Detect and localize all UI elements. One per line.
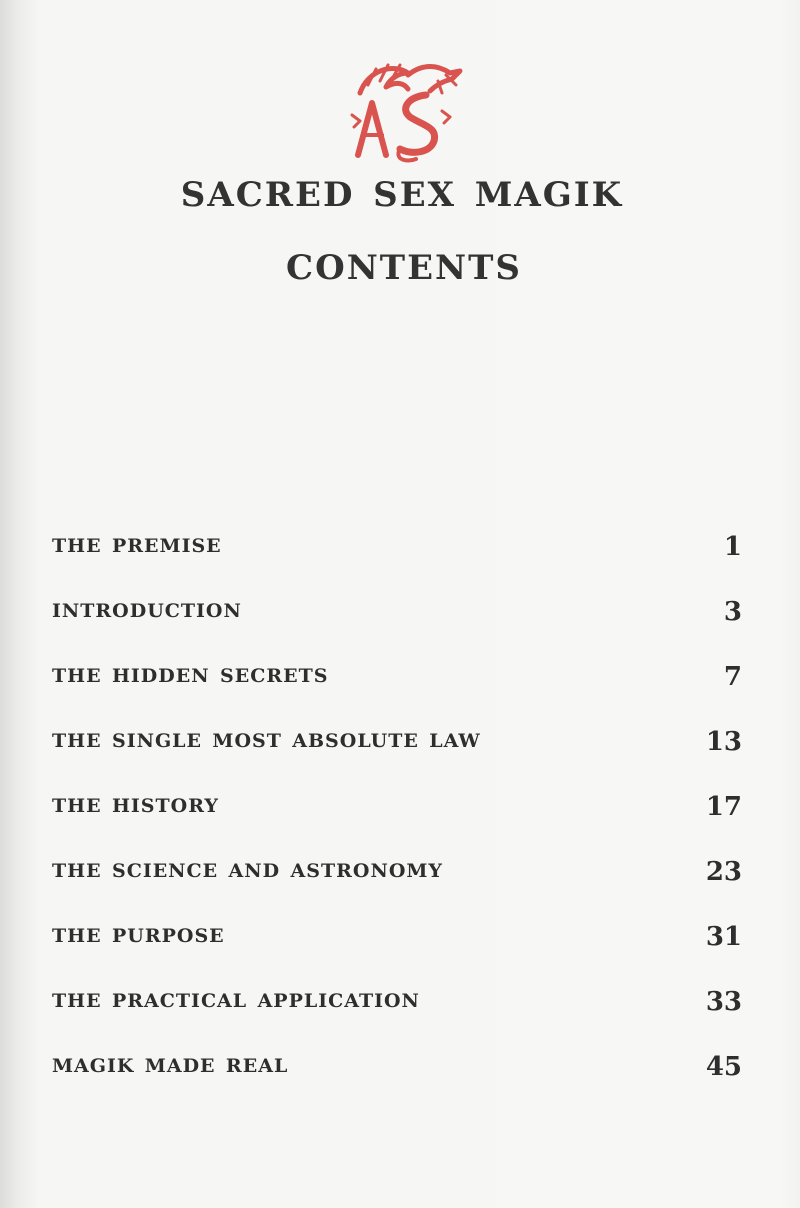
table-of-contents xyxy=(52,528,742,1113)
toc-entry-title: the hidden secrets xyxy=(52,658,329,689)
toc-entry-title: the science and astronomy xyxy=(52,853,443,884)
toc-entry-title: introduction xyxy=(52,593,242,624)
book-title: sacred sex magik xyxy=(180,162,624,218)
toc-entry xyxy=(52,918,742,983)
toc-entry-title: the purpose xyxy=(52,918,225,949)
toc-entry-page: 31 xyxy=(705,922,742,952)
toc-entry-page: 13 xyxy=(705,727,742,757)
toc-entry xyxy=(52,788,742,853)
toc-entry-page: 33 xyxy=(705,987,742,1017)
toc-entry-title: magik made real xyxy=(52,1048,289,1079)
toc-entry xyxy=(52,658,742,723)
toc-entry xyxy=(52,723,742,788)
toc-entry xyxy=(52,593,742,658)
red-dragon-monogram-icon xyxy=(338,55,468,165)
toc-entry xyxy=(52,853,742,918)
toc-entry xyxy=(52,1048,742,1113)
toc-entry-page: 45 xyxy=(705,1052,742,1082)
toc-entry xyxy=(52,528,742,593)
toc-entry-page: 3 xyxy=(723,597,742,627)
toc-entry-page: 23 xyxy=(705,857,742,887)
toc-entry xyxy=(52,983,742,1048)
toc-entry-page: 17 xyxy=(705,792,742,822)
toc-entry-title: the history xyxy=(52,788,219,819)
toc-entry-title: the practical application xyxy=(52,983,420,1014)
toc-entry-title: the single most absolute law xyxy=(52,723,481,754)
toc-entry-page: 1 xyxy=(723,532,742,562)
toc-entry-title: the premise xyxy=(52,528,222,559)
contents-heading: contents xyxy=(286,235,522,291)
toc-entry-page: 7 xyxy=(723,662,742,692)
